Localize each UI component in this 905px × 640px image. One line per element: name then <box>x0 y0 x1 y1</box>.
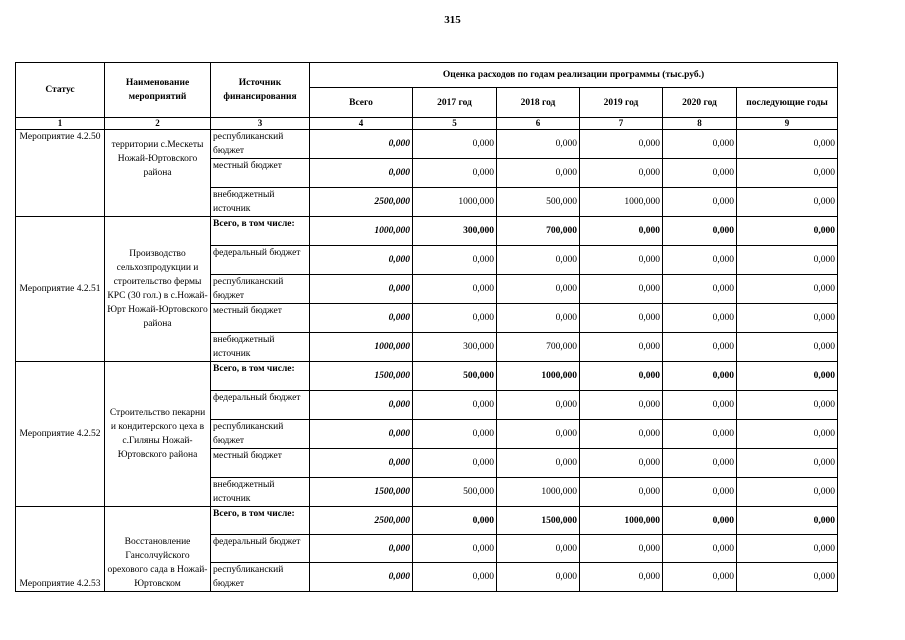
table-body <box>16 130 838 592</box>
funding-source-cell: внебюджетный источник <box>211 188 310 217</box>
amount-later-cell: 0,000 <box>737 563 838 592</box>
amount-y2017-cell: 0,000 <box>413 304 497 333</box>
amount-y2018-cell: 0,000 <box>497 275 580 304</box>
header-name: Наименование мероприятий <box>105 63 211 118</box>
amount-y2017-cell: 0,000 <box>413 159 497 188</box>
column-index: 8 <box>663 118 737 130</box>
amount-y2018-cell: 1500,000 <box>497 507 580 535</box>
header-estimate: Оценка расходов по годам реализации программы (тыс.руб.) <box>310 63 838 88</box>
header-2019: 2019 год <box>580 88 663 118</box>
column-index: 6 <box>497 118 580 130</box>
amount-y2018-cell: 0,000 <box>497 304 580 333</box>
measure-name-cell: территории с.Мескеты Ножай-Юртовского района <box>105 130 211 217</box>
amount-y2019-cell: 0,000 <box>580 449 663 478</box>
funding-source-cell: республиканский бюджет <box>211 420 310 449</box>
amount-total-cell: 0,000 <box>310 391 413 420</box>
funding-source-cell: внебюджетный источник <box>211 333 310 362</box>
funding-source-cell: федеральный бюджет <box>211 535 310 563</box>
column-index: 4 <box>310 118 413 130</box>
amount-y2018-cell: 1000,000 <box>497 478 580 507</box>
amount-y2020-cell: 0,000 <box>663 507 737 535</box>
amount-y2019-cell: 0,000 <box>580 563 663 592</box>
status-cell: Мероприятие 4.2.51 <box>16 217 105 362</box>
amount-y2020-cell: 0,000 <box>663 563 737 592</box>
amount-later-cell: 0,000 <box>737 535 838 563</box>
amount-y2018-cell: 700,000 <box>497 217 580 246</box>
amount-y2019-cell: 0,000 <box>580 391 663 420</box>
amount-total-cell: 0,000 <box>310 304 413 333</box>
funding-source-cell: местный бюджет <box>211 159 310 188</box>
column-index: 3 <box>211 118 310 130</box>
amount-total-cell: 0,000 <box>310 246 413 275</box>
amount-later-cell: 0,000 <box>737 130 838 159</box>
amount-y2020-cell: 0,000 <box>663 130 737 159</box>
amount-total-cell: 1000,000 <box>310 217 413 246</box>
amount-y2017-cell: 300,000 <box>413 217 497 246</box>
amount-later-cell: 0,000 <box>737 304 838 333</box>
amount-y2019-cell: 0,000 <box>580 217 663 246</box>
amount-later-cell: 0,000 <box>737 449 838 478</box>
header-2018: 2018 год <box>497 88 580 118</box>
amount-y2017-cell: 0,000 <box>413 507 497 535</box>
amount-later-cell: 0,000 <box>737 478 838 507</box>
table-row <box>16 217 838 246</box>
amount-later-cell: 0,000 <box>737 333 838 362</box>
amount-total-cell: 1500,000 <box>310 478 413 507</box>
amount-y2018-cell: 1000,000 <box>497 362 580 391</box>
funding-source-cell: Всего, в том числе: <box>211 362 310 391</box>
amount-y2020-cell: 0,000 <box>663 478 737 507</box>
status-cell: Мероприятие 4.2.53 <box>16 507 105 592</box>
amount-y2017-cell: 0,000 <box>413 420 497 449</box>
amount-later-cell: 0,000 <box>737 159 838 188</box>
column-index-row <box>16 118 838 130</box>
amount-total-cell: 0,000 <box>310 130 413 159</box>
table-row <box>16 130 838 159</box>
measure-name-cell: Строительство пекарни и кондитерского цеха в с.Гиляны Ножай-Юртовского района <box>105 362 211 507</box>
amount-y2017-cell: 500,000 <box>413 362 497 391</box>
funding-source-cell: республиканский бюджет <box>211 563 310 592</box>
amount-y2018-cell: 700,000 <box>497 333 580 362</box>
amount-y2020-cell: 0,000 <box>663 217 737 246</box>
header-2017: 2017 год <box>413 88 497 118</box>
funding-source-cell: республиканский бюджет <box>211 275 310 304</box>
amount-y2017-cell: 0,000 <box>413 130 497 159</box>
amount-total-cell: 2500,000 <box>310 188 413 217</box>
amount-later-cell: 0,000 <box>737 391 838 420</box>
amount-y2018-cell: 0,000 <box>497 391 580 420</box>
amount-y2017-cell: 0,000 <box>413 246 497 275</box>
header-source: Источник финансирования <box>211 63 310 118</box>
amount-later-cell: 0,000 <box>737 217 838 246</box>
amount-y2017-cell: 0,000 <box>413 563 497 592</box>
amount-later-cell: 0,000 <box>737 275 838 304</box>
amount-y2020-cell: 0,000 <box>663 188 737 217</box>
funding-source-cell: федеральный бюджет <box>211 391 310 420</box>
funding-source-cell: Всего, в том числе: <box>211 217 310 246</box>
amount-later-cell: 0,000 <box>737 246 838 275</box>
measure-name-cell: Восстановление Гансолчуйского орехового сада в Ножай-Юртовском <box>105 507 211 592</box>
funding-source-cell: Всего, в том числе: <box>211 507 310 535</box>
page-number: 315 <box>444 14 461 26</box>
amount-y2017-cell: 500,000 <box>413 478 497 507</box>
amount-y2018-cell: 0,000 <box>497 449 580 478</box>
table-row <box>16 362 838 391</box>
funding-source-cell: федеральный бюджет <box>211 246 310 275</box>
amount-y2018-cell: 0,000 <box>497 246 580 275</box>
amount-later-cell: 0,000 <box>737 188 838 217</box>
expense-table <box>15 62 838 592</box>
amount-y2019-cell: 0,000 <box>580 478 663 507</box>
amount-later-cell: 0,000 <box>737 507 838 535</box>
amount-y2020-cell: 0,000 <box>663 246 737 275</box>
amount-y2019-cell: 1000,000 <box>580 188 663 217</box>
amount-y2019-cell: 0,000 <box>580 304 663 333</box>
column-index: 9 <box>737 118 838 130</box>
amount-y2020-cell: 0,000 <box>663 535 737 563</box>
amount-total-cell: 1000,000 <box>310 333 413 362</box>
amount-y2019-cell: 0,000 <box>580 246 663 275</box>
amount-y2019-cell: 1000,000 <box>580 507 663 535</box>
amount-y2017-cell: 300,000 <box>413 333 497 362</box>
amount-y2018-cell: 500,000 <box>497 188 580 217</box>
amount-y2019-cell: 0,000 <box>580 130 663 159</box>
funding-source-cell: местный бюджет <box>211 304 310 333</box>
amount-later-cell: 0,000 <box>737 420 838 449</box>
amount-y2020-cell: 0,000 <box>663 159 737 188</box>
amount-y2020-cell: 0,000 <box>663 391 737 420</box>
amount-total-cell: 0,000 <box>310 449 413 478</box>
measure-name-cell: Производство сельхозпродукции и строительство фермы КРС (30 гол.) в с.Ножай-Юрт Ножай-Юртовского района <box>105 217 211 362</box>
amount-y2020-cell: 0,000 <box>663 333 737 362</box>
amount-total-cell: 0,000 <box>310 420 413 449</box>
amount-total-cell: 0,000 <box>310 275 413 304</box>
funding-source-cell: местный бюджет <box>211 449 310 478</box>
amount-y2017-cell: 0,000 <box>413 535 497 563</box>
funding-source-cell: внебюджетный источник <box>211 478 310 507</box>
amount-y2020-cell: 0,000 <box>663 304 737 333</box>
header-status: Статус <box>16 63 105 118</box>
amount-y2018-cell: 0,000 <box>497 563 580 592</box>
amount-later-cell: 0,000 <box>737 362 838 391</box>
amount-y2018-cell: 0,000 <box>497 535 580 563</box>
amount-total-cell: 0,000 <box>310 563 413 592</box>
amount-y2020-cell: 0,000 <box>663 362 737 391</box>
funding-source-cell: республиканский бюджет <box>211 130 310 159</box>
amount-y2019-cell: 0,000 <box>580 420 663 449</box>
column-index: 1 <box>16 118 105 130</box>
column-index: 7 <box>580 118 663 130</box>
header-later: последующие годы <box>737 88 838 118</box>
header-total: Всего <box>310 88 413 118</box>
amount-total-cell: 2500,000 <box>310 507 413 535</box>
amount-y2020-cell: 0,000 <box>663 449 737 478</box>
column-index: 5 <box>413 118 497 130</box>
amount-y2017-cell: 1000,000 <box>413 188 497 217</box>
amount-y2020-cell: 0,000 <box>663 420 737 449</box>
amount-y2017-cell: 0,000 <box>413 391 497 420</box>
amount-y2018-cell: 0,000 <box>497 420 580 449</box>
status-cell: Мероприятие 4.2.50 <box>16 130 105 217</box>
header-2020: 2020 год <box>663 88 737 118</box>
column-index: 2 <box>105 118 211 130</box>
amount-y2019-cell: 0,000 <box>580 159 663 188</box>
amount-y2019-cell: 0,000 <box>580 275 663 304</box>
amount-total-cell: 0,000 <box>310 535 413 563</box>
amount-y2017-cell: 0,000 <box>413 275 497 304</box>
amount-y2017-cell: 0,000 <box>413 449 497 478</box>
amount-y2019-cell: 0,000 <box>580 535 663 563</box>
amount-y2019-cell: 0,000 <box>580 362 663 391</box>
amount-total-cell: 0,000 <box>310 159 413 188</box>
amount-y2018-cell: 0,000 <box>497 159 580 188</box>
table-row <box>16 507 838 535</box>
status-cell: Мероприятие 4.2.52 <box>16 362 105 507</box>
amount-y2019-cell: 0,000 <box>580 333 663 362</box>
amount-y2020-cell: 0,000 <box>663 275 737 304</box>
amount-y2018-cell: 0,000 <box>497 130 580 159</box>
amount-total-cell: 1500,000 <box>310 362 413 391</box>
